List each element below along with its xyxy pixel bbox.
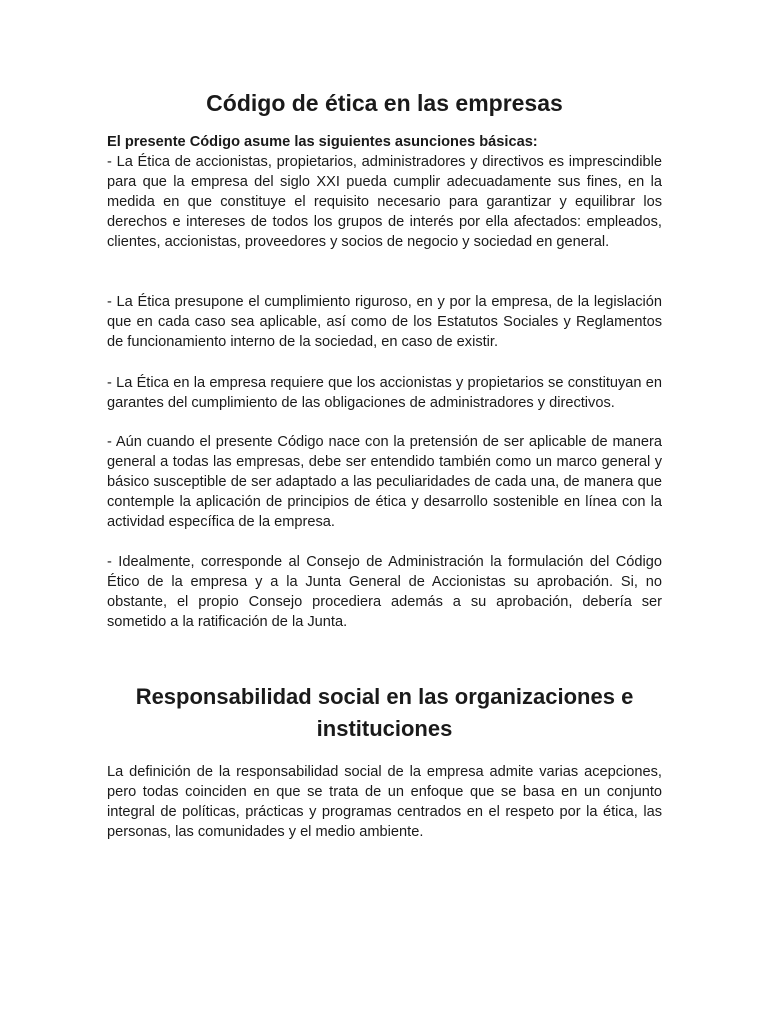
paragraph-2: - La Ética presupone el cumplimiento riguroso, en y por la empresa, de la legislación que en cada caso sea aplicable, así como de los Estatutos Sociales y Reglamentos de funcionamiento interno de la sociedad, en caso de existir. [107, 294, 662, 350]
document-title: Código de ética en las empresas [206, 90, 563, 116]
section-2-paragraph: La definición de la responsabilidad social de la empresa admite varias acepciones, pero todas coinciden en que se trata de un enfoque que se basa en un conjunto integral de políticas, prácticas y programas centrados en el respeto por la ética, las personas, las comunidades y el medio ambiente. [107, 764, 662, 840]
section-2-title: Responsabilidad social en las organizaciones e instituciones [135, 684, 634, 741]
paragraph-4: - Aún cuando el presente Código nace con la pretensión de ser aplicable de manera general a todas las empresas, debe ser entendido también como un marco general y básico susceptible de ser adaptado a las peculiaridades de cada una, de manera que contemple la aplicación de principios de ética y desarrollo sostenible en línea con la actividad específica de la empresa. [107, 434, 662, 530]
paragraph-1: - La Ética de accionistas, propietarios, administradores y directivos es imprescindible para que la empresa del siglo XXI pueda cumplir adecuadamente sus fines, en la medida en que constituye el requisito necesario para garantizar y equilibrar los derechos e intereses de todos los grupos de interés por ella afectados: empleados, clientes, accionistas, proveedores y socios de negocio y sociedad en general. [107, 154, 662, 250]
intro-heading: El presente Código asume las siguientes asunciones básicas: [107, 134, 538, 150]
paragraph-5: - Idealmente, corresponde al Consejo de Administración la formulación del Código Ético de la empresa y a la Junta General de Accionistas su aprobación. Si, no obstante, el propio Consejo procediera además a su aprobación, debería ser sometido a la ratificación de la Junta. [107, 554, 662, 630]
paragraph-3: - La Ética en la empresa requiere que los accionistas y propietarios se constituyan en garantes del cumplimiento de las obligaciones de administradores y directivos. [107, 375, 662, 411]
